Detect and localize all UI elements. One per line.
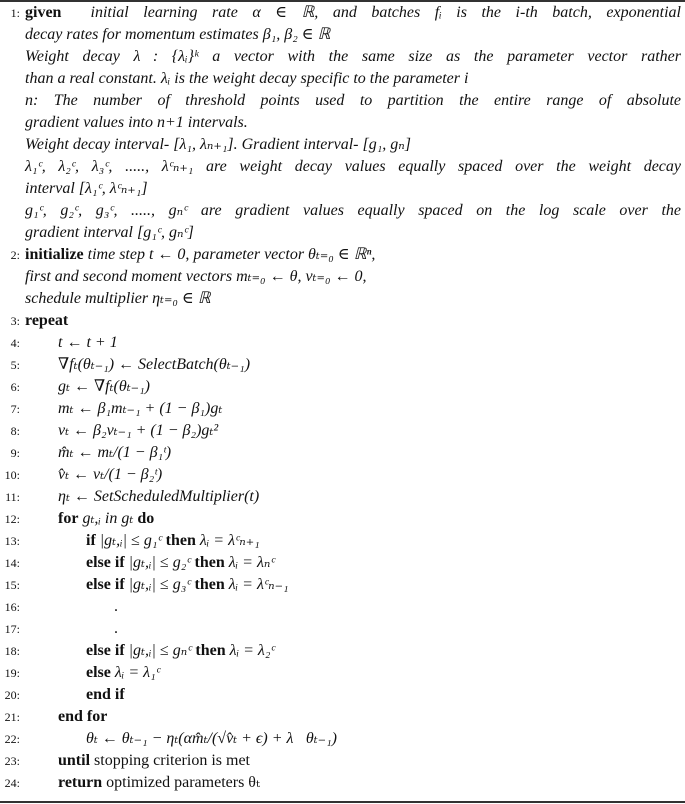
line-number: 21: <box>4 710 20 724</box>
given-row-1: initial learning rate α ∈ ℝ, and batches fᵢ is the i-th batch, exponential <box>90 4 682 21</box>
algo-line-15 <box>0 574 685 596</box>
assignment: λᵢ = λ₂ᶜ <box>229 642 275 659</box>
keyword-then: then <box>165 532 196 549</box>
algo-line-21 <box>0 706 685 728</box>
update-statement: θₜ ← θₜ₋₁ − ηₜ(αm̂ₜ/(√v̂ₜ + ϵ) + λ⃗θₜ₋₁) <box>86 730 338 747</box>
algo-line-1 <box>0 2 685 24</box>
algo-line-13 <box>0 530 685 552</box>
line-number: 4: <box>10 336 20 350</box>
given-row-9: interval [λ₁ᶜ, λᶜₙ₊₁] <box>25 180 148 197</box>
ellipsis-dot: . <box>114 598 118 615</box>
assignment: λᵢ = λᶜₙ₊₁ <box>199 532 260 549</box>
algo-line-2-cont <box>0 266 685 288</box>
assignment: λᵢ = λₙᶜ <box>228 554 275 571</box>
keyword-repeat: repeat <box>25 312 69 329</box>
statement <box>86 530 681 552</box>
line-number: 22: <box>4 732 20 746</box>
loop-expr: gₜ,ᵢ in gₜ <box>82 510 134 527</box>
given-row-10: g₁ᶜ, g₂ᶜ, g₃ᶜ, ....., gₙᶜ are gradient values equally spaced on the log scale over the <box>25 202 681 219</box>
line-content <box>25 244 681 266</box>
line-number: 18: <box>4 644 20 658</box>
given-row-4: than a real constant. λᵢ is the weight decay specific to the parameter i <box>25 70 469 87</box>
algo-line-1-cont <box>0 222 685 244</box>
line-number: 3: <box>10 314 20 328</box>
line-number: 23: <box>4 754 20 768</box>
keyword-then: then <box>194 554 225 571</box>
algo-line-1-cont <box>0 178 685 200</box>
statement <box>86 662 681 684</box>
keyword-end-if: end if <box>86 686 125 703</box>
statement <box>86 574 681 596</box>
algo-line-1-cont <box>0 68 685 90</box>
keyword-given: given <box>25 4 62 21</box>
algo-line-1-cont <box>0 200 685 222</box>
algo-line-1-cont <box>0 90 685 112</box>
return-value: optimized parameters θₜ <box>106 774 260 791</box>
keyword-until: until <box>58 752 91 769</box>
line-number: 16: <box>4 600 20 614</box>
keyword-if: if <box>86 532 96 549</box>
keyword-then: then <box>194 576 225 593</box>
algo-line-24 <box>0 772 685 794</box>
line-number: 15: <box>4 578 20 592</box>
algo-line-14 <box>0 552 685 574</box>
condition: |gₜ,ᵢ| ≤ g₂ᶜ <box>128 554 191 571</box>
given-row-3: Weight decay λ⃗: {λᵢ}ᵏ a vector with the same size as the parameter vector rather <box>25 48 681 65</box>
init-row-3: schedule multiplier ηₜ₌₀ ∈ ℝ <box>25 290 211 307</box>
algo-line-1-cont <box>0 134 685 156</box>
algo-line-5 <box>0 354 685 376</box>
line-number: 7: <box>10 402 20 416</box>
condition: |gₜ,ᵢ| ≤ g₁ᶜ <box>99 532 162 549</box>
algo-line-22 <box>0 728 685 750</box>
keyword-else: else <box>86 664 111 681</box>
algo-line-18 <box>0 640 685 662</box>
ellipsis-dot: . <box>114 620 118 637</box>
assignment: λᵢ = λ₁ᶜ <box>114 664 160 681</box>
line-number: 10: <box>4 468 20 482</box>
given-row-6: gradient values into n+1 intervals. <box>25 114 248 131</box>
statement: ∇fₜ(θₜ₋₁) ← SelectBatch(θₜ₋₁) <box>58 356 251 373</box>
given-row-2: decay rates for momentum estimates β₁, β₂ ∈ ℝ <box>25 26 331 43</box>
statement: v̂ₜ ← vₜ/(1 − β₂ᵗ) <box>58 466 163 483</box>
algo-line-1-cont <box>0 112 685 134</box>
init-row-1: time step t ← 0, parameter vector θₜ₌₀ ∈ ℝⁿ, <box>87 246 376 263</box>
line-number: 14: <box>4 556 20 570</box>
statement <box>58 508 681 530</box>
keyword-for: for <box>58 510 79 527</box>
statement <box>86 640 681 662</box>
algo-line-16 <box>0 596 685 618</box>
algo-line-3 <box>0 310 685 332</box>
bottom-rule <box>0 801 685 803</box>
algo-line-4 <box>0 332 685 354</box>
algo-line-8 <box>0 420 685 442</box>
line-number: 2: <box>10 248 20 262</box>
condition: |gₜ,ᵢ| ≤ gₙᶜ <box>128 642 192 659</box>
line-number: 12: <box>4 512 20 526</box>
line-number: 20: <box>4 688 20 702</box>
algo-line-10 <box>0 464 685 486</box>
keyword-else-if: else if <box>86 554 125 571</box>
line-number: 24: <box>4 776 20 790</box>
algo-line-11 <box>0 486 685 508</box>
line-number: 1: <box>10 6 20 20</box>
line-number: 11: <box>5 490 20 504</box>
algo-line-23 <box>0 750 685 772</box>
condition: |gₜ,ᵢ| ≤ g₃ᶜ <box>128 576 191 593</box>
algo-line-20 <box>0 684 685 706</box>
algo-line-1-cont <box>0 46 685 68</box>
statement: mₜ ← β₁mₜ₋₁ + (1 − β₁)gₜ <box>58 400 223 417</box>
keyword-end-for: end for <box>58 708 108 725</box>
algo-line-7 <box>0 398 685 420</box>
statement <box>58 750 681 772</box>
init-row-2: first and second moment vectors mₜ₌₀ ← θ, vₜ₌₀ ← 0, <box>25 268 367 285</box>
algo-line-2-cont <box>0 288 685 310</box>
algo-line-1-cont <box>0 156 685 178</box>
line-number: 19: <box>4 666 20 680</box>
statement <box>58 772 681 794</box>
keyword-initialize: initialize <box>25 246 84 263</box>
statement <box>86 552 681 574</box>
statement: ηₜ ← SetScheduledMultiplier(t) <box>58 488 260 505</box>
algo-line-1-cont <box>0 24 685 46</box>
assignment: λᵢ = λᶜₙ₋₁ <box>228 576 289 593</box>
line-content <box>25 2 681 24</box>
algorithm-listing <box>0 2 685 794</box>
algo-line-6 <box>0 376 685 398</box>
line-number: 6: <box>10 380 20 394</box>
given-row-11: gradient interval [g₁ᶜ, gₙᶜ] <box>25 224 194 241</box>
given-row-7: Weight decay interval- [λ₁, λₙ₊₁]. Gradient interval- [g₁, gₙ] <box>25 136 411 153</box>
statement: gₜ ← ∇fₜ(θₜ₋₁) <box>58 378 150 395</box>
algo-line-12 <box>0 508 685 530</box>
algo-line-9 <box>0 442 685 464</box>
line-number: 5: <box>10 358 20 372</box>
until-condition: stopping criterion is met <box>94 752 250 769</box>
statement: vₜ ← β₂vₜ₋₁ + (1 − β₂)gₜ² <box>58 422 219 439</box>
given-row-5: n: The number of threshold points used to partition the entire range of absolute <box>25 92 681 109</box>
statement: t ← t + 1 <box>58 334 118 351</box>
algo-line-2 <box>0 244 685 266</box>
line-number: 9: <box>10 446 20 460</box>
keyword-do: do <box>137 510 155 527</box>
statement: m̂ₜ ← mₜ/(1 − β₁ᵗ) <box>58 444 172 461</box>
given-row-8: λ₁ᶜ, λ₂ᶜ, λ₃ᶜ, ....., λᶜₙ₊₁ are weight decay values equally spaced over the weight decay <box>25 158 681 175</box>
algo-line-19 <box>0 662 685 684</box>
line-number: 17: <box>4 622 20 636</box>
keyword-else-if: else if <box>86 576 125 593</box>
line-number: 8: <box>10 424 20 438</box>
keyword-then: then <box>195 642 226 659</box>
keyword-else-if: else if <box>86 642 125 659</box>
keyword-return: return <box>58 774 103 791</box>
algo-line-17 <box>0 618 685 640</box>
line-number: 13: <box>4 534 20 548</box>
